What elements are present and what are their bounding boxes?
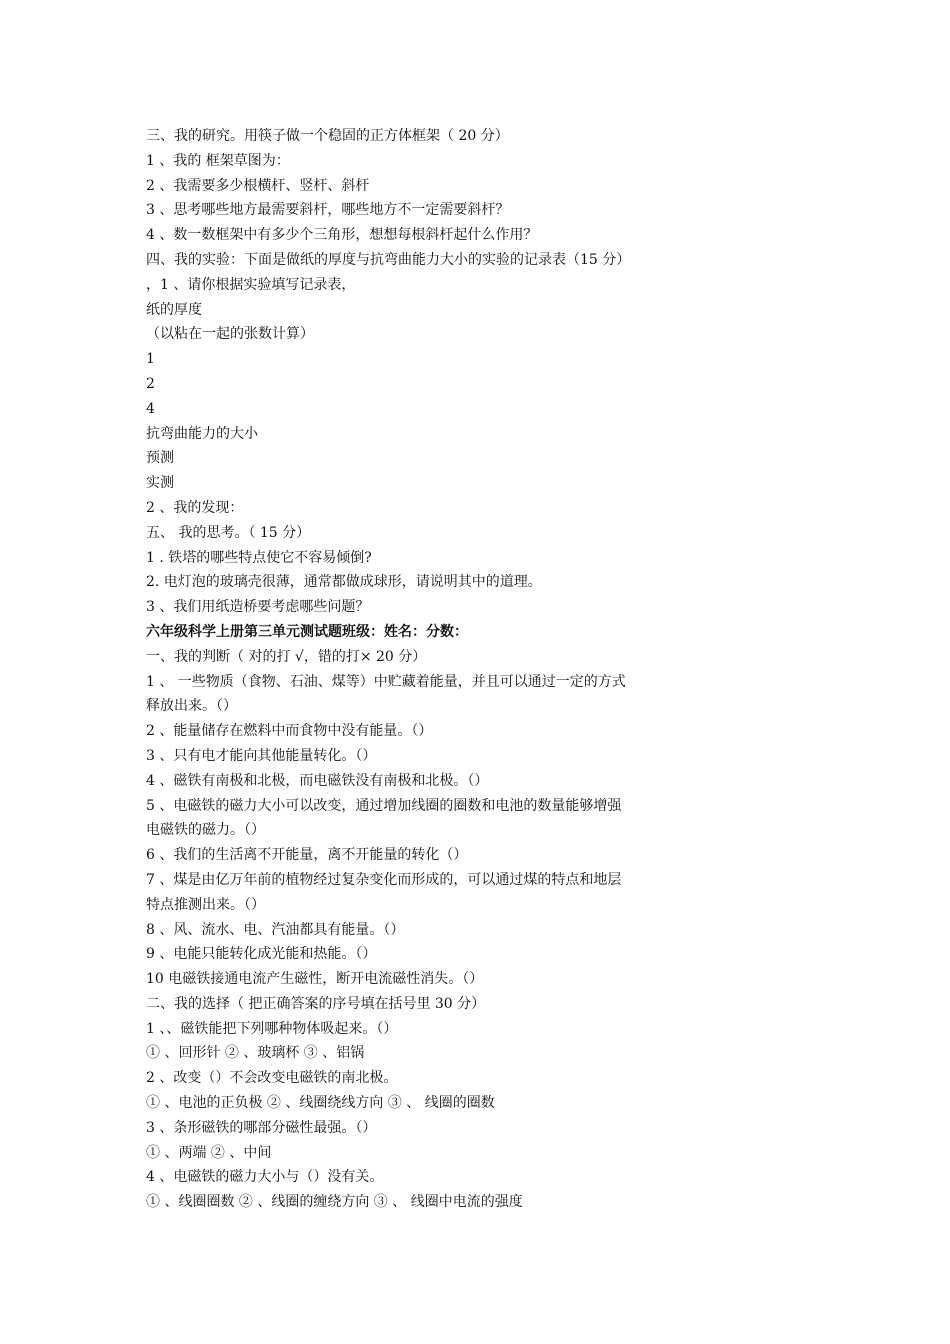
text-line: 10 电磁铁接通电流产生磁性，断开电流磁性消失。（） — [146, 971, 484, 988]
text-line: 4 — [146, 400, 155, 417]
text-line: 4 、电磁铁的磁力大小与（）没有关。 — [146, 1169, 384, 1186]
text-line: 二、我的选择（ 把正确答案的序号填在括号里 30 分） — [146, 995, 486, 1012]
section-title: 六年级科学上册第三单元测试题班级：姓名：分数： — [146, 623, 468, 640]
text-line: 实测 — [146, 475, 174, 492]
text-line: 2 、我的发现： — [146, 499, 244, 516]
text-line: 抗弯曲能力的大小 — [146, 425, 258, 442]
text-line: 2 — [146, 375, 155, 392]
text-line: 纸的厚度 — [146, 301, 202, 318]
text-line: 一、我的判断（ 对的打 √，错的打× 20 分） — [146, 648, 427, 665]
text-line: ① 、回形针 ② 、玻璃杯 ③ 、铝锅 — [146, 1045, 365, 1062]
text-line: 特点推测出来。（） — [146, 896, 265, 913]
text-line: ① 、线圈圈数 ② 、线圈的缠绕方向 ③ 、 线圈中电流的强度 — [146, 1194, 523, 1211]
text-line: 五、 我的思考。（ 15 分） — [146, 524, 311, 541]
text-line: （以粘在一起的张数计算） — [146, 326, 314, 343]
text-line: 三、我的研究。用筷子做一个稳固的正方体框架（ 20 分） — [146, 128, 509, 144]
text-line: 四、我的实验：下面是做纸的厚度与抗弯曲能力大小的实验的记录表（15 分） — [146, 251, 631, 268]
text-line: 3 、我们用纸造桥要考虑哪些问题？ — [146, 599, 370, 616]
text-line: 7 、煤是由亿万年前的植物经过复杂变化而形成的，可以通过煤的特点和地层 — [146, 871, 622, 888]
text-line: 2 、能量储存在燃料中而食物中没有能量。（） — [146, 723, 433, 740]
text-line: 1 、、磁铁能把下列哪种物体吸起来。（） — [146, 1020, 398, 1037]
document-page — [146, 124, 726, 1215]
text-line: 3 、条形磁铁的哪部分磁性最强。（） — [146, 1119, 377, 1136]
text-line: 9 、电能只能转化成光能和热能。（） — [146, 946, 377, 963]
text-line: ① 、电池的正负极 ② 、线圈绕线方向 ③ 、 线圈的圈数 — [146, 1095, 495, 1112]
text-line: 2. 电灯泡的玻璃壳很薄，通常都做成球形，请说明其中的道理。 — [146, 574, 542, 591]
text-line: 4 、磁铁有南极和北极，而电磁铁没有南极和北极。（） — [146, 772, 489, 789]
text-line: ① 、两端 ② 、中间 — [146, 1144, 272, 1161]
text-line: 1 、我的 框架草图为： — [146, 152, 290, 169]
text-line: 6 、我们的生活离不开能量，离不开能量的转化（） — [146, 847, 468, 864]
text-line: 电磁铁的磁力。（） — [146, 822, 265, 839]
text-line: 3 、思考哪些地方最需要斜杆，哪些地方不一定需要斜杆？ — [146, 202, 510, 219]
text-line: 预测 — [146, 450, 174, 467]
text-line: 3 、只有电才能向其他能量转化。（） — [146, 747, 377, 764]
text-line: 4 、数一数框架中有多少个三角形，想想每根斜杆起什么作用？ — [146, 227, 538, 244]
text-line: 5 、电磁铁的磁力大小可以改变，通过增加线圈的圈数和电池的数量能够增强 — [146, 797, 622, 814]
text-line: 2 、改变（）不会改变电磁铁的南北极。 — [146, 1070, 398, 1087]
text-line: 1 、 一些物质（食物、石油、煤等）中贮藏着能量，并且可以通过一定的方式 — [146, 673, 626, 690]
text-line: 1 . 铁塔的哪些特点使它不容易倾倒? — [146, 549, 372, 566]
text-line: ，1 、请你根据实验填写记录表， — [146, 276, 356, 293]
text-line: 释放出来。（） — [146, 698, 237, 715]
text-line: 2 、我需要多少根横杆、竖杆、斜杆 — [146, 177, 370, 194]
text-line: 1 — [146, 351, 155, 368]
text-line: 8 、风、流水、电、汽油都具有能量。（） — [146, 921, 405, 938]
